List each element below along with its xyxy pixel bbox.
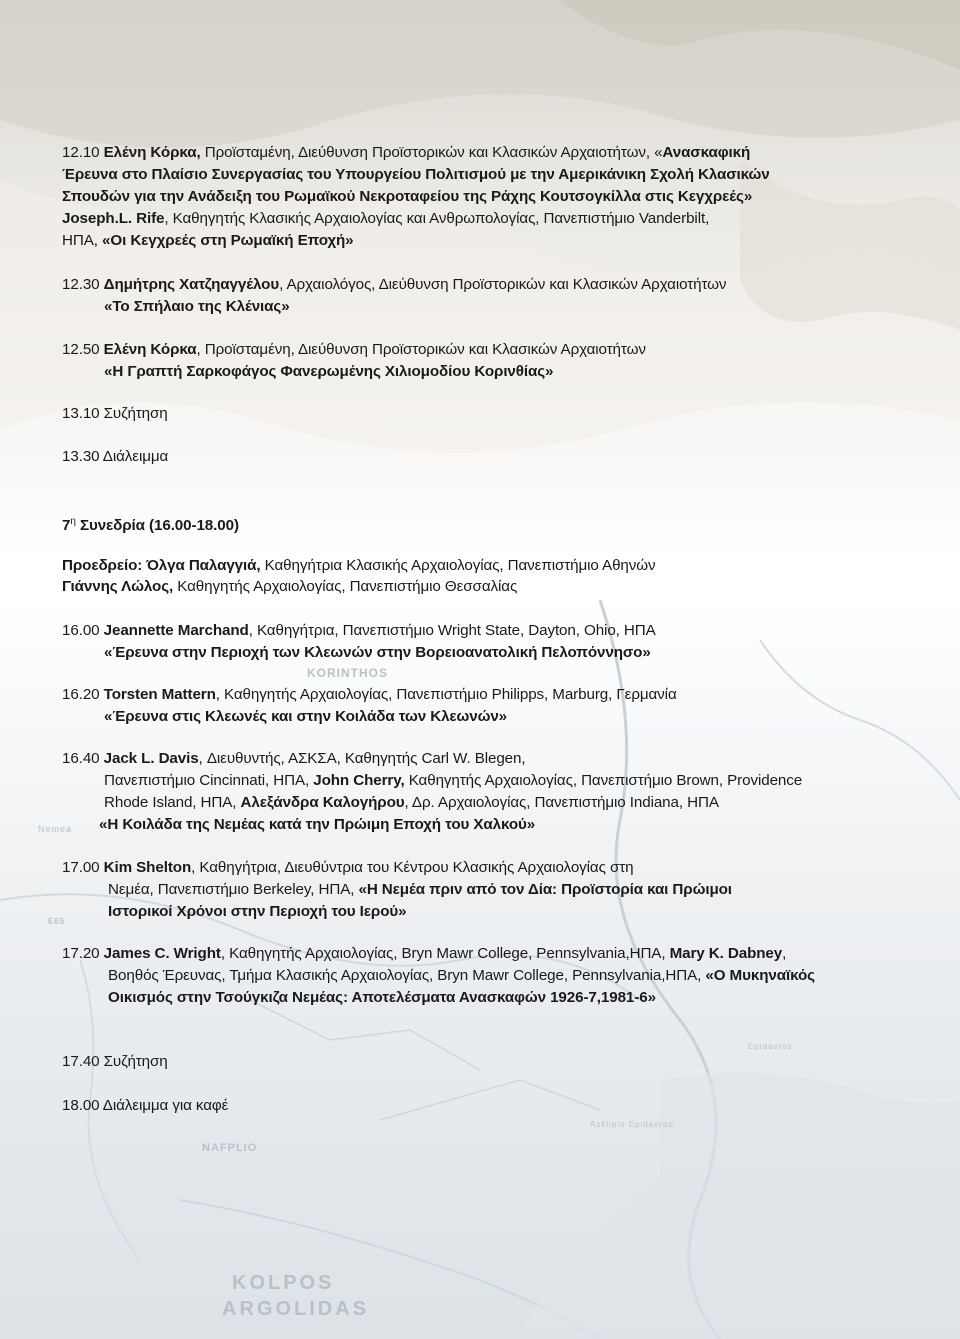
map-label-argolidas: ARGOLIDAS [222,1298,369,1320]
s3-affiliation: , Προϊσταμένη, Διεύθυνση Προϊστορικών και Κλασικών Αρχαιοτήτων [196,341,646,358]
s4-discussion: 13.10 Συζήτηση [62,405,168,422]
s1-line1 [62,143,750,163]
s2-affiliation: , Αρχαιολόγος, Διεύθυνση Προϊστορικών και Κλασικών Αρχαιοτήτων [279,276,727,293]
s12-coffee-break: 18.00 Διάλειμμα για καφέ [62,1097,229,1114]
s1-affiliation2: , Καθηγητής Κλασικής Αρχαιολογίας και Ανθρωπολογίας, Πανεπιστήμιο Vanderbilt, [164,210,710,227]
map-label-road: E65 [48,917,66,926]
s10-comma: , [782,945,787,962]
s1-speaker: Ελένη Κόρκα, [103,144,201,161]
s11-discussion: 17.40 Συζήτηση [62,1053,168,1070]
s1-affiliation: Προϊσταμένη, Διεύθυνση Προϊστορικών και Κλασικών Αρχαιοτήτων, « [200,144,663,161]
s1-time: 12.10 [62,144,104,161]
s8-speaker3: Αλεξάνδρα Καλογήρου [240,794,405,811]
s6-line2 [104,643,651,663]
s10-affiliation: , Καθηγητής Αρχαιολογίας, Bryn Mawr College, Pennsylvania,ΗΠΑ, [220,945,670,962]
s2-title: «Το Σπήλαιο της Κλένιας» [104,298,290,315]
s9-time: 17.00 [62,859,104,876]
s1-title-b: Έρευνα στο Πλαίσιο Συνεργασίας του Υπουργείου Πολιτισμού με την Αμερικάνικη Σχολή Κλασικών [62,166,770,183]
s9-affiliation-b: Νεμέα, Πανεπιστήμιο Berkeley, ΗΠΑ, [108,881,359,898]
s7-line2 [104,707,507,727]
s10-affiliation-b: Βοηθός Έρευνας, Τμήμα Κλασικής Αρχαιολογίας, Bryn Mawr College, Pennsylvania,ΗΠΑ, [108,967,706,984]
s8-line3 [104,793,719,813]
s5-break: 13.30 Διάλειμμα [62,448,169,465]
s8-line2 [104,771,802,791]
s9-line1 [62,858,633,878]
s10-time: 17.20 [62,945,104,962]
s6-time: 16.00 [62,622,104,639]
session-ordinal: η [70,516,76,527]
s2-line1 [62,275,726,295]
s9-title-a: «Η Νεμέα πριν από τον Δία: Προϊστορία και Πρώιμοι [358,881,732,898]
s3-line1 [62,340,646,360]
s6-speaker: Jeannette Marchand [103,622,249,639]
s9-title-b: Ιστορικοί Χρόνοι στην Περιοχή του Ιερού» [108,903,407,920]
s6-affiliation: , Καθηγήτρια, Πανεπιστήμιο Wright State, Dayton, Ohio, ΗΠΑ [248,622,656,639]
s10-title-b: Οικισμός στην Τσούγκιζα Νεμέας: Αποτελέσματα Ανασκαφών 1926-7,1981-6» [108,989,656,1006]
s8-speaker: Jack L. Davis [103,750,199,767]
s7-time: 16.20 [62,686,104,703]
map-label-korinthos: KORINTHOS [307,666,388,680]
s8-line4 [99,815,535,835]
s2-speaker: Δημήτρης Χατζηαγγέλου [103,276,280,293]
s10-line3 [108,988,656,1008]
board-chair1: Όλγα Παλαγγιά, [146,557,261,574]
s8-title: «Η Κοιλάδα της Νεμέας κατά την Πρώιμη Εποχή του Χαλκού» [99,816,536,833]
board-chair2: Γιάννης Λώλος, [62,578,174,595]
s7-affiliation: , Καθηγητής Αρχαιολογίας, Πανεπιστήμιο Philipps, Marburg, Γερμανία [215,686,677,703]
s3-line2 [104,362,553,382]
s7-title: «Έρευνα στις Κλεωνές και στην Κοιλάδα των Κλεωνών» [104,708,508,725]
map-label-nafplio: NAFPLIO [202,1142,258,1154]
session-heading [62,512,239,536]
s1-line5 [62,231,354,251]
s10-line2 [108,966,815,986]
s2-line2 [104,297,290,317]
s9-speaker: Kim Shelton [103,859,192,876]
s8-speaker2: John Cherry, [313,772,405,789]
s9-line2 [108,880,732,900]
s8-affiliation-b: Καθηγητής Αρχαιολογίας, Πανεπιστήμιο Brown, Providence [404,772,803,789]
map-label-epidavros: Epidavros [748,1042,793,1051]
s8-affiliation-c: Rhode Island, ΗΠΑ, [104,794,241,811]
s8-affiliation: , Διευθυντής, ΑΣΚΣΑ, Καθηγητής Carl W. Blegen, [198,750,526,767]
s8-affiliation-a: Πανεπιστήμιο Cincinnati, ΗΠΑ, [104,772,314,789]
map-label-nemea: Nemea [38,824,73,834]
s1-speaker2: Joseph.L. Rife [62,210,165,227]
s6-line1 [62,621,656,641]
session-number: 7 [62,517,71,534]
s2-time: 12.30 [62,276,104,293]
s3-title: «Η Γραπτή Σαρκοφάγος Φανερωμένης Χιλιομοδίου Κορινθίας» [104,363,554,380]
s7-speaker: Torsten Mattern [103,686,216,703]
board-label: Προεδρείο: [62,557,147,574]
s1-affiliation2b: ΗΠΑ, [62,232,103,249]
s3-speaker: Ελένη Κόρκα [103,341,197,358]
board-chair1-role: Καθηγήτρια Κλασικής Αρχαιολογίας, Πανεπιστήμιο Αθηνών [260,557,656,574]
board-line2 [62,577,517,597]
s3-time: 12.50 [62,341,104,358]
s1-title-a: Ανασκαφική [662,144,751,161]
s8-line1 [62,749,526,769]
s8-affiliation-d: , Δρ. Αρχαιολογίας, Πανεπιστήμιο Indiana, ΗΠΑ [404,794,719,811]
map-label-asklipio: Asklipio Epidavrou [590,1120,674,1129]
s9-line3 [108,902,406,922]
s9-affiliation: , Καθηγήτρια, Διευθύντρια του Κέντρου Κλασικής Αρχαιολογίας στη [191,859,634,876]
s1-line4 [62,209,709,229]
s10-speaker: James C. Wright [103,945,221,962]
s1-title-c: Σπουδών για την Ανάδειξη του Ρωμαϊκού Νεκροταφείου της Ράχης Κουτσογκίλλα στις Κεγχρεές» [62,188,753,205]
s7-line1 [62,685,677,705]
s1-title2: «Οι Κεγχρεές στη Ρωμαϊκή Εποχή» [102,232,354,249]
s6-title: «Έρευνα στην Περιοχή των Κλεωνών στην Βορειοανατολική Πελοπόννησο» [104,644,651,661]
s10-line1 [62,944,786,964]
s10-speaker2: Mary K. Dabney [669,945,783,962]
s1-line2 [62,165,770,185]
session-label: Συνεδρία (16.00-18.00) [75,517,239,534]
map-label-kolpos: KOLPOS [232,1272,335,1294]
board-chair2-role: Καθηγητής Αρχαιολογίας, Πανεπιστήμιο Θεσσαλίας [173,578,518,595]
s1-line3 [62,187,752,207]
board-line1 [62,556,656,576]
s10-title-a: «Ο Μυκηναϊκός [705,967,815,984]
s8-time: 16.40 [62,750,104,767]
